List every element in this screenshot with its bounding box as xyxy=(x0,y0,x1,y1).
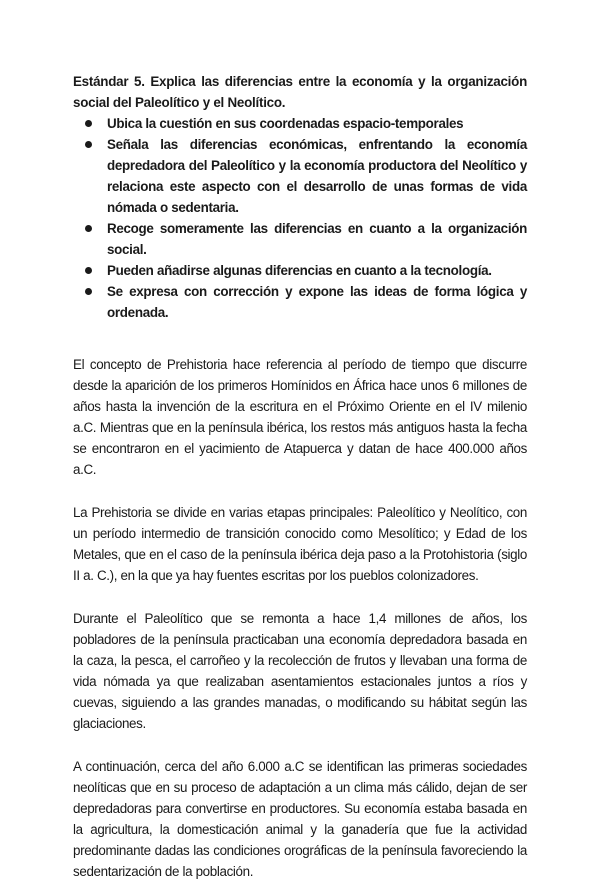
criteria-item-text: Recoge someramente las diferencias en cuanto a la organización social. xyxy=(107,221,527,257)
criteria-item xyxy=(107,281,527,323)
criteria-item xyxy=(107,113,527,134)
criteria-item-text: Ubica la cuestión en sus coordenadas espacio-temporales xyxy=(107,116,464,131)
bullet-icon xyxy=(85,267,92,274)
bullet-icon xyxy=(85,141,92,148)
document-content xyxy=(73,71,527,882)
paragraph-etapas: La Prehistoria se divide en varias etapas principales: Paleolítico y Neolítico, con un período intermedio de transición conocido como Mesolítico; y Edad de los Metales, que en el caso de la península ibérica deja paso a la Protohistoria (siglo II a. C.), en la que ya hay fuentes escritas por los pueblos colonizadores. xyxy=(73,505,527,583)
criteria-list xyxy=(73,113,527,323)
standard-heading: Estándar 5. Explica las diferencias entre la economía y la organización social del Paleolítico y el Neolítico. xyxy=(73,74,527,110)
criteria-item xyxy=(107,260,527,281)
paragraph-paleolitico: Durante el Paleolítico que se remonta a hace 1,4 millones de años, los pobladores de la península practicaban una economía depredadora basada en la caza, la pesca, el carroñeo y la recolección de frutos y llevaban una forma de vida nómada ya que realizaban asentamientos estacionales juntos a ríos y cuevas, siguiendo a las grandes manadas, o modificando su hábitat según las glaciaciones. xyxy=(73,611,527,731)
paragraph-prehistoria-concepto: El concepto de Prehistoria hace referencia al período de tiempo que discurre desde la aparición de los primeros Homínidos en África hace unos 6 millones de años hasta la invención de la escritura en el Próximo Oriente en el IV milenio a.C. Mientras que en la península ibérica, los restos más antiguos hasta la fecha se encontraron en el yacimiento de Atapuerca y datan de hace 400.000 años a.C. xyxy=(73,357,527,477)
bullet-icon xyxy=(85,288,92,295)
bullet-icon xyxy=(85,225,92,232)
criteria-item-text: Señala las diferencias económicas, enfrentando la economía depredadora del Paleolítico y la economía productora del Neolítico y relaciona este aspecto con el desarrollo de unas formas de vida nómada o sedentaria. xyxy=(107,137,527,215)
criteria-item-text: Se expresa con corrección y expone las ideas de forma lógica y ordenada. xyxy=(107,284,527,320)
criteria-item-text: Pueden añadirse algunas diferencias en cuanto a la tecnología. xyxy=(107,263,492,278)
criteria-item xyxy=(107,218,527,260)
criteria-item xyxy=(107,134,527,218)
paragraph-neolitico: A continuación, cerca del año 6.000 a.C se identifican las primeras sociedades neolíticas que en su proceso de adaptación a un clima más cálido, dejan de ser depredadoras para convertirse en productores. Su economía estaba basada en la agricultura, la domesticación animal y la ganadería que fue la actividad predominante dadas las condiciones orográficas de la península favoreciendo la sedentarización de la población. xyxy=(73,759,527,879)
bullet-icon xyxy=(85,120,92,127)
